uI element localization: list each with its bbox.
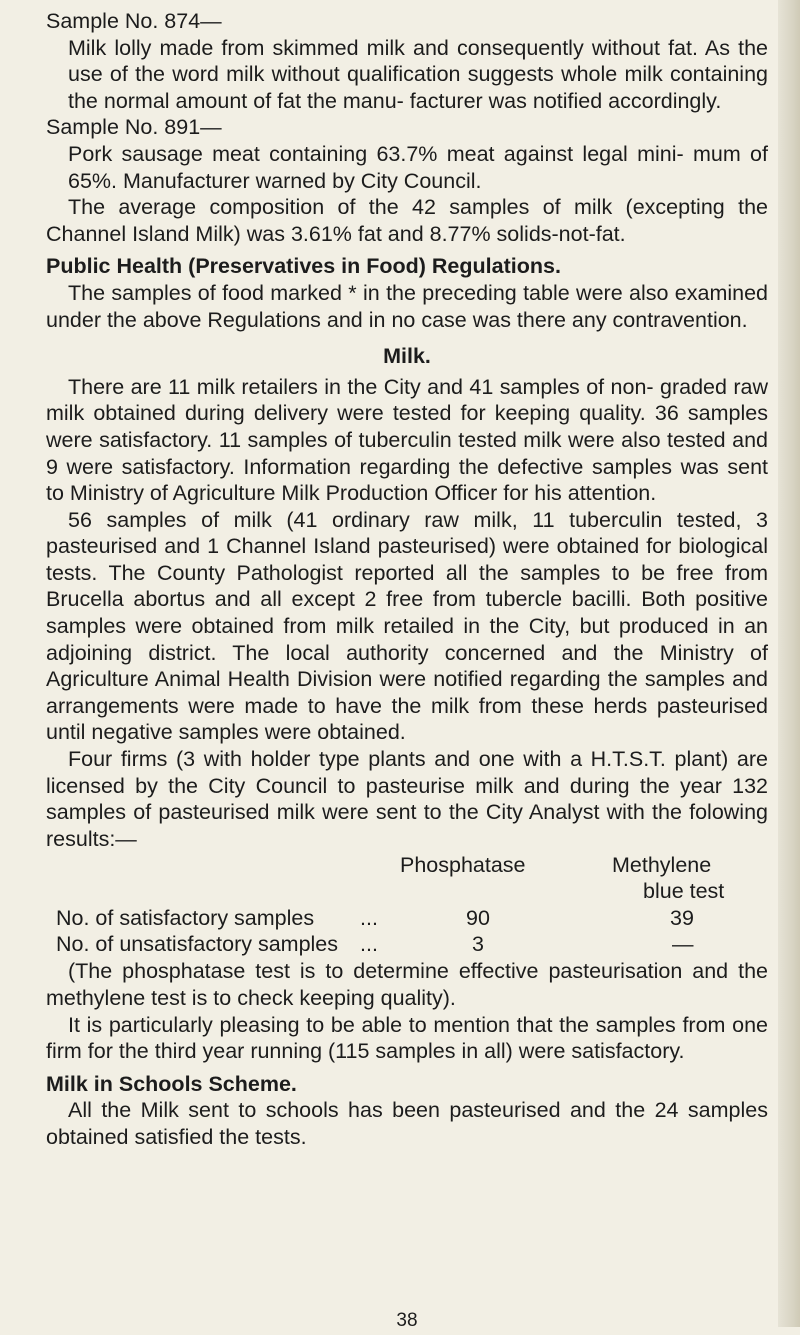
results-row-satisfactory-phosphatase: 90 [466,906,490,931]
results-row-unsatisfactory-label: No. of unsatisfactory samples [56,932,339,957]
schools-heading: Milk in Schools Scheme. [46,1071,297,1096]
schools-paragraph: All the Milk sent to schools has been pasteurised and the 24 samples obtained satisfied the tests. [46,1098,768,1149]
results-row-unsatisfactory-methylene: — [672,932,694,957]
sample-874-label: Sample No. 874— [46,9,222,33]
document-page [46,8,768,1331]
page-number: 38 [396,1310,418,1331]
results-table [46,852,768,958]
sample-891-label: Sample No. 891— [46,115,222,140]
page-edge-shadow [778,0,800,1327]
results-col-methylene: Methylene [612,853,712,878]
milk-paragraph-retailers: There are 11 milk retailers in the City and 41 samples of non- graded raw milk obtained during delivery were tested for keeping quality. 36 samples were satisfactory. 11 samples of tuberculin tested milk were also tested and 9 were satisfactory. Information regarding the defective samples was sent to Ministry of Agriculture Milk Production Officer for his attention. [46,374,768,506]
results-row-unsatisfactory-dots: ... [360,932,378,957]
average-composition-paragraph: The average composition of the 42 samples of milk (excepting the Channel Island Milk) was 3.61% fat and 8.77% solids-not-fat. [46,195,768,246]
results-row-satisfactory-label: No. of satisfactory samples [56,906,315,931]
results-col-phosphatase: Phosphatase [400,853,526,878]
results-row-satisfactory-methylene: 39 [670,906,694,931]
pleasing-note-paragraph: It is particularly pleasing to be able to mention that the samples from one firm for the third year running (115 samples in all) were satisfactory. [46,1012,768,1064]
preservatives-heading: Public Health (Preservatives in Food) Regulations. [46,254,561,279]
preservatives-paragraph: The samples of food marked * in the preceding table were also examined under the above Regulations and in no case was there any contravention. [46,280,768,332]
milk-heading: Milk. [383,344,431,369]
results-row-unsatisfactory-phosphatase: 3 [472,932,484,957]
phosphatase-note-paragraph: (The phosphatase test is to determine effective pasteurisation and the methylene test is to check keeping quality). [46,959,768,1010]
sample-891-text: Pork sausage meat containing 63.7% meat against legal mini- mum of 65%. Manufacturer warned by City Council. [68,141,768,193]
milk-paragraph-pasteurisation-firms: Four firms (3 with holder type plants and one with a H.T.S.T. plant) are licensed by the City Council to pasteurise milk and during the year 132 samples of pasteurised milk were sent to the City Analyst with the folowing results:— [46,747,768,851]
sample-874-text: Milk lolly made from skimmed milk and consequently without fat. As the use of the word milk without qualification suggests whole milk containing the normal amount of fat the manu- facturer was notified accordingly. [68,35,768,113]
milk-paragraph-biological-tests: 56 samples of milk (41 ordinary raw milk, 11 tuberculin tested, 3 pasteurised and 1 Channel Island pasteurised) were obtained for biological tests. The County Pathologist reported all the samples to be free from Brucella abortus and all except 2 free from tubercle bacilli. Both positive samples were obtained from milk retailed in the City, but produced in an adjoining district. The local authority concerned and the Ministry of Agriculture Animal Health Division were notified regarding the samples and arrangements were made to have the milk from these herds pasteurised until negative samples were obtained. [46,507,768,745]
results-col-blue-test: blue test [643,879,725,904]
results-row-satisfactory-dots: ... [360,906,378,931]
